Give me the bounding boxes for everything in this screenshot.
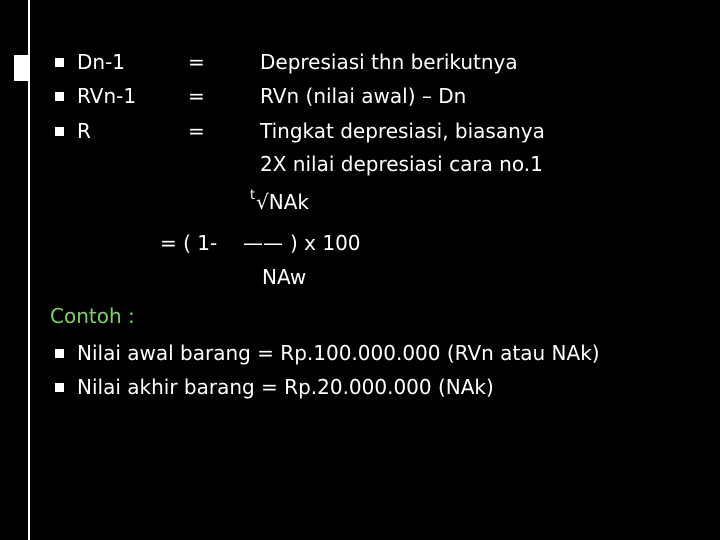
equals-sign: =	[188, 84, 205, 108]
definition-rvn1: RVn (nilai awal) – Dn	[260, 84, 467, 108]
bullet-icon	[55, 383, 64, 392]
root-index: t	[250, 188, 256, 203]
definition-r: Tingkat depresiasi, biasanya	[260, 119, 545, 143]
left-accent-block	[14, 55, 28, 81]
equals-sign: =	[188, 50, 205, 74]
bullet-icon	[55, 58, 64, 67]
definition-r-continuation: 2X nilai depresiasi cara no.1	[260, 152, 543, 176]
example-heading: Contoh :	[50, 304, 135, 328]
radical-numerator: √NAk	[256, 190, 309, 214]
term-dn1: Dn-1	[77, 50, 126, 74]
formula-prefix: = ( 1-	[160, 231, 218, 255]
bullet-icon	[55, 349, 64, 358]
left-vertical-rule	[28, 0, 30, 540]
term-r: R	[77, 119, 91, 143]
formula-suffix: ) x 100	[290, 231, 361, 255]
example-final-value: Nilai akhir barang = Rp.20.000.000 (NAk)	[77, 375, 494, 399]
term-rvn1: RVn-1	[77, 84, 137, 108]
bullet-icon	[55, 92, 64, 101]
formula-denominator: NAw	[262, 265, 307, 289]
example-initial-value: Nilai awal barang = Rp.100.000.000 (RVn atau NAk)	[77, 341, 600, 365]
fraction-bar: ——	[243, 231, 283, 255]
bullet-icon	[55, 127, 64, 136]
equals-sign: =	[188, 119, 205, 143]
definition-dn1: Depresiasi thn berikutnya	[260, 50, 518, 74]
